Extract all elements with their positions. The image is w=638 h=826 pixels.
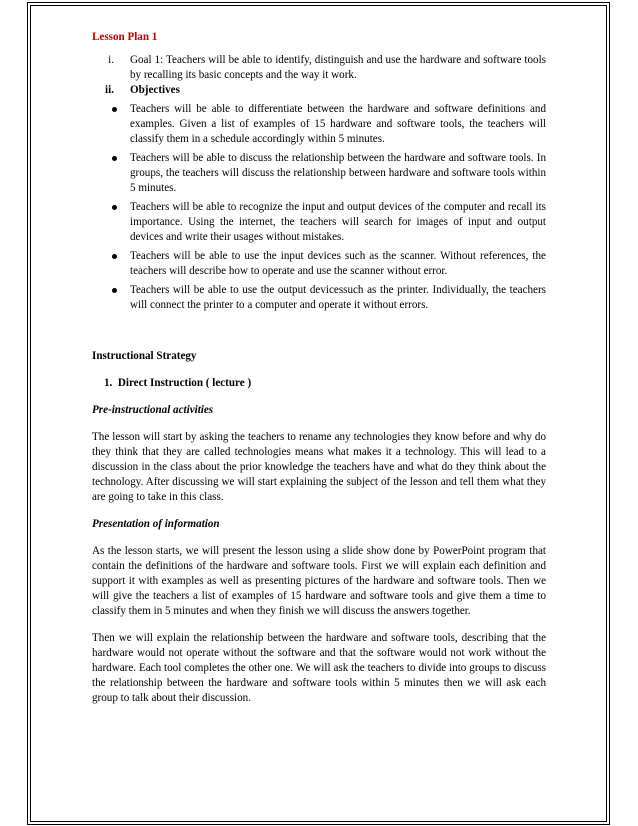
document-body bbox=[92, 30, 546, 706]
bullet-icon bbox=[112, 288, 117, 293]
strategy-heading: Instructional Strategy bbox=[92, 350, 197, 362]
goal-number: i. bbox=[108, 54, 114, 66]
presentation-paragraph: As the lesson starts, we will present the lesson using a slide show done by PowerPoint program that contain the definitions of the hardware and software tools. First we will explain each definition and support it with examples as well as presenting pictures of the hardware and software tools. Then we will give the teachers a list of examples of 15 hardware and software tools and give them a time to classify them in 5 minutes and when they finish we will discuss the answers together. bbox=[92, 545, 546, 617]
strategy-list-item: 1. Direct Instruction ( lecture ) bbox=[104, 377, 252, 389]
presentation-paragraph: Then we will explain the relationship between the hardware and software tools, describing that the hardware would not operate without the software and that the software would not work without the hardware. Each tool completes the other one. We will ask the teachers to divide into groups to discuss the relationship between the hardware and software tools within 5 minutes then we will ask each group to talk about their discussion. bbox=[92, 632, 546, 704]
objective-bullet bbox=[92, 283, 546, 313]
pre-instructional-heading: Pre-instructional activities bbox=[92, 404, 214, 416]
objectives-number: ii. bbox=[105, 84, 114, 96]
lesson-title: Lesson Plan 1 bbox=[92, 31, 158, 43]
objectives-label: Objectives bbox=[130, 84, 180, 96]
goal-text: Goal 1: Teachers will be able to identify, distinguish and use the hardware and software tools by recalling its basic concepts and the way it work. bbox=[130, 54, 546, 81]
bullet-icon bbox=[112, 254, 117, 259]
objective-bullet bbox=[92, 249, 546, 279]
bullet-icon bbox=[112, 156, 117, 161]
pre-instructional-paragraph: The lesson will start by asking the teachers to rename any technologies they know before and why do they think that they are called technologies means what makes it a technology. This will lead to a discussion in the class about the prior knowledge the teachers have and what do they think about the technology. After discussing we will start explaining the subject of the lesson and tell them what they are going to take in this class. bbox=[92, 431, 546, 503]
objective-text: Teachers will be able to differentiate between the hardware and software definitions and examples. Given a list of examples of 15 hardware and software tools, the teachers will classify them in a schedule accordingly within 5 minutes. bbox=[130, 103, 546, 145]
objective-bullet bbox=[92, 200, 546, 245]
objective-text: Teachers will be able to discuss the relationship between the hardware and software tools. In groups, the teachers will discuss the relationship between hardware and software tools within 5 minutes. bbox=[130, 152, 546, 194]
bullet-icon bbox=[112, 205, 117, 210]
objective-text: Teachers will be able to use the input devices such as the scanner. Without references, the teachers will describe how to operate and use the scanner without error. bbox=[130, 250, 546, 277]
goal-item bbox=[92, 53, 546, 83]
objective-bullet bbox=[92, 151, 546, 196]
presentation-heading: Presentation of information bbox=[92, 518, 220, 530]
bullet-icon bbox=[112, 107, 117, 112]
objective-bullet bbox=[92, 102, 546, 147]
objective-text: Teachers will be able to recognize the input and output devices of the computer and recall its importance. Using the internet, the teachers will search for images of input and output devices and write their usages without mistakes. bbox=[130, 201, 546, 243]
objectives-item bbox=[92, 83, 546, 98]
objective-text: Teachers will be able to use the output devicessuch as the printer. Individually, the teachers will connect the printer to a computer and operate it without errors. bbox=[130, 284, 546, 311]
